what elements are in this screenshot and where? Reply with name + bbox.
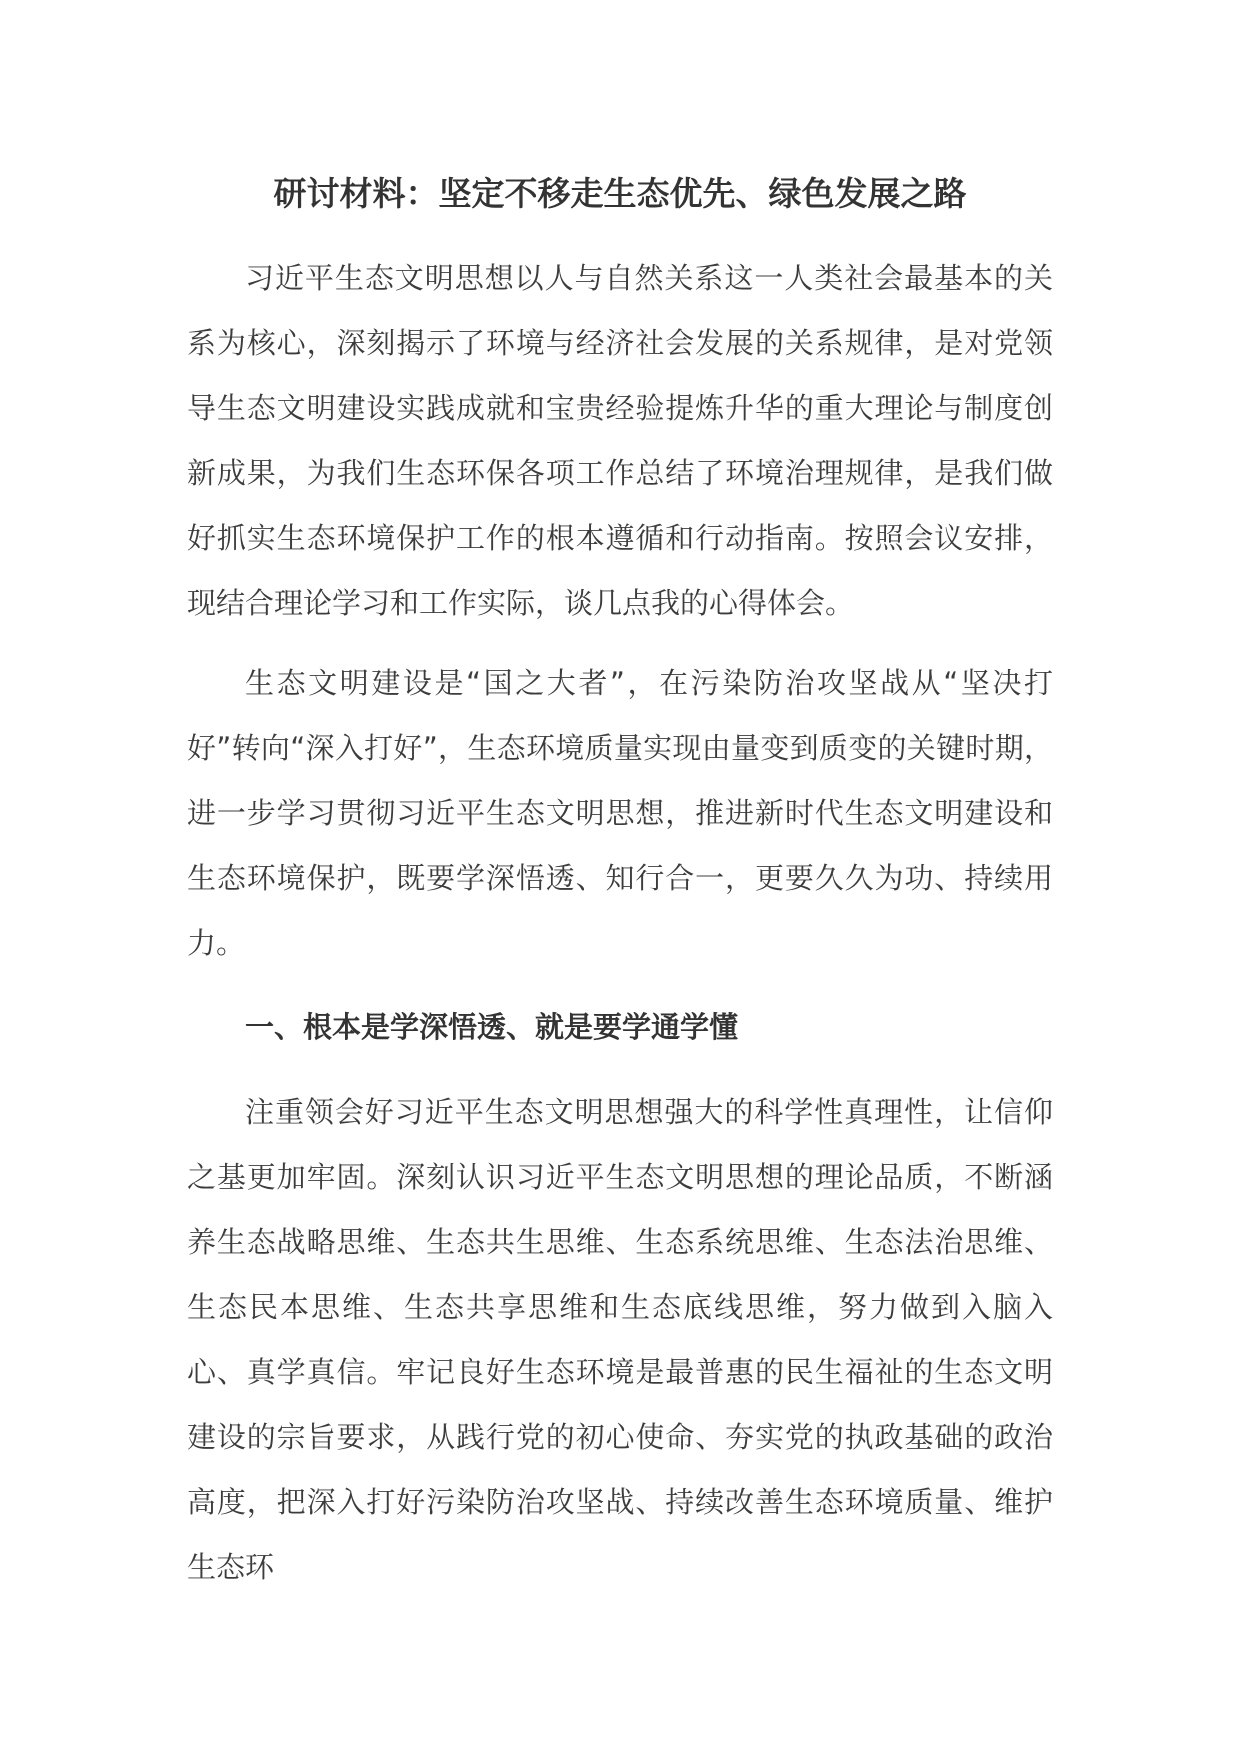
paragraph-intro: 习近平生态文明思想以人与自然关系这一人类社会最基本的关系为核心，深刻揭示了环境与经济社会发展的关系规律，是对党领导生态文明建设实践成就和宝贵经验提炼升华的重大理论与制度创新成果，为我们生态环保各项工作总结了环境治理规律，是我们做好抓实生态环境保护工作的根本遵循和行动指南。按照会议安排，现结合理论学习和工作实际，谈几点我的心得体会。 bbox=[187, 261, 1053, 620]
paragraph-context: 生态文明建设是“国之大者”，在污染防治攻坚战从“坚决打好”转向“深入打好”，生态环境质量实现由量变到质变的关键时期，进一步学习贯彻习近平生态文明思想，推进新时代生态文明建设和生态环境保护，既要学深悟透、知行合一，更要久久为功、持续用力。 bbox=[187, 666, 1053, 960]
section-heading-1: 一、根本是学深悟透、就是要学通学懂 bbox=[245, 1010, 739, 1044]
document-title: 研讨材料：坚定不移走生态优先、绿色发展之路 bbox=[273, 174, 967, 213]
paragraph-section-1: 注重领会好习近平生态文明思想强大的科学性真理性，让信仰之基更加牢固。深刻认识习近平生态文明思想的理论品质，不断涵养生态战略思维、生态共生思维、生态系统思维、生态法治思维、生态民本思维、生态共享思维和生态底线思维，努力做到入脑入心、真学真信。牢记良好生态环境是最普惠的民生福祉的生态文明建设的宗旨要求，从践行党的初心使命、夯实党的执政基础的政治高度，把深入打好污染防治攻坚战、持续改善生态环境质量、维护生态环 bbox=[187, 1095, 1053, 1584]
